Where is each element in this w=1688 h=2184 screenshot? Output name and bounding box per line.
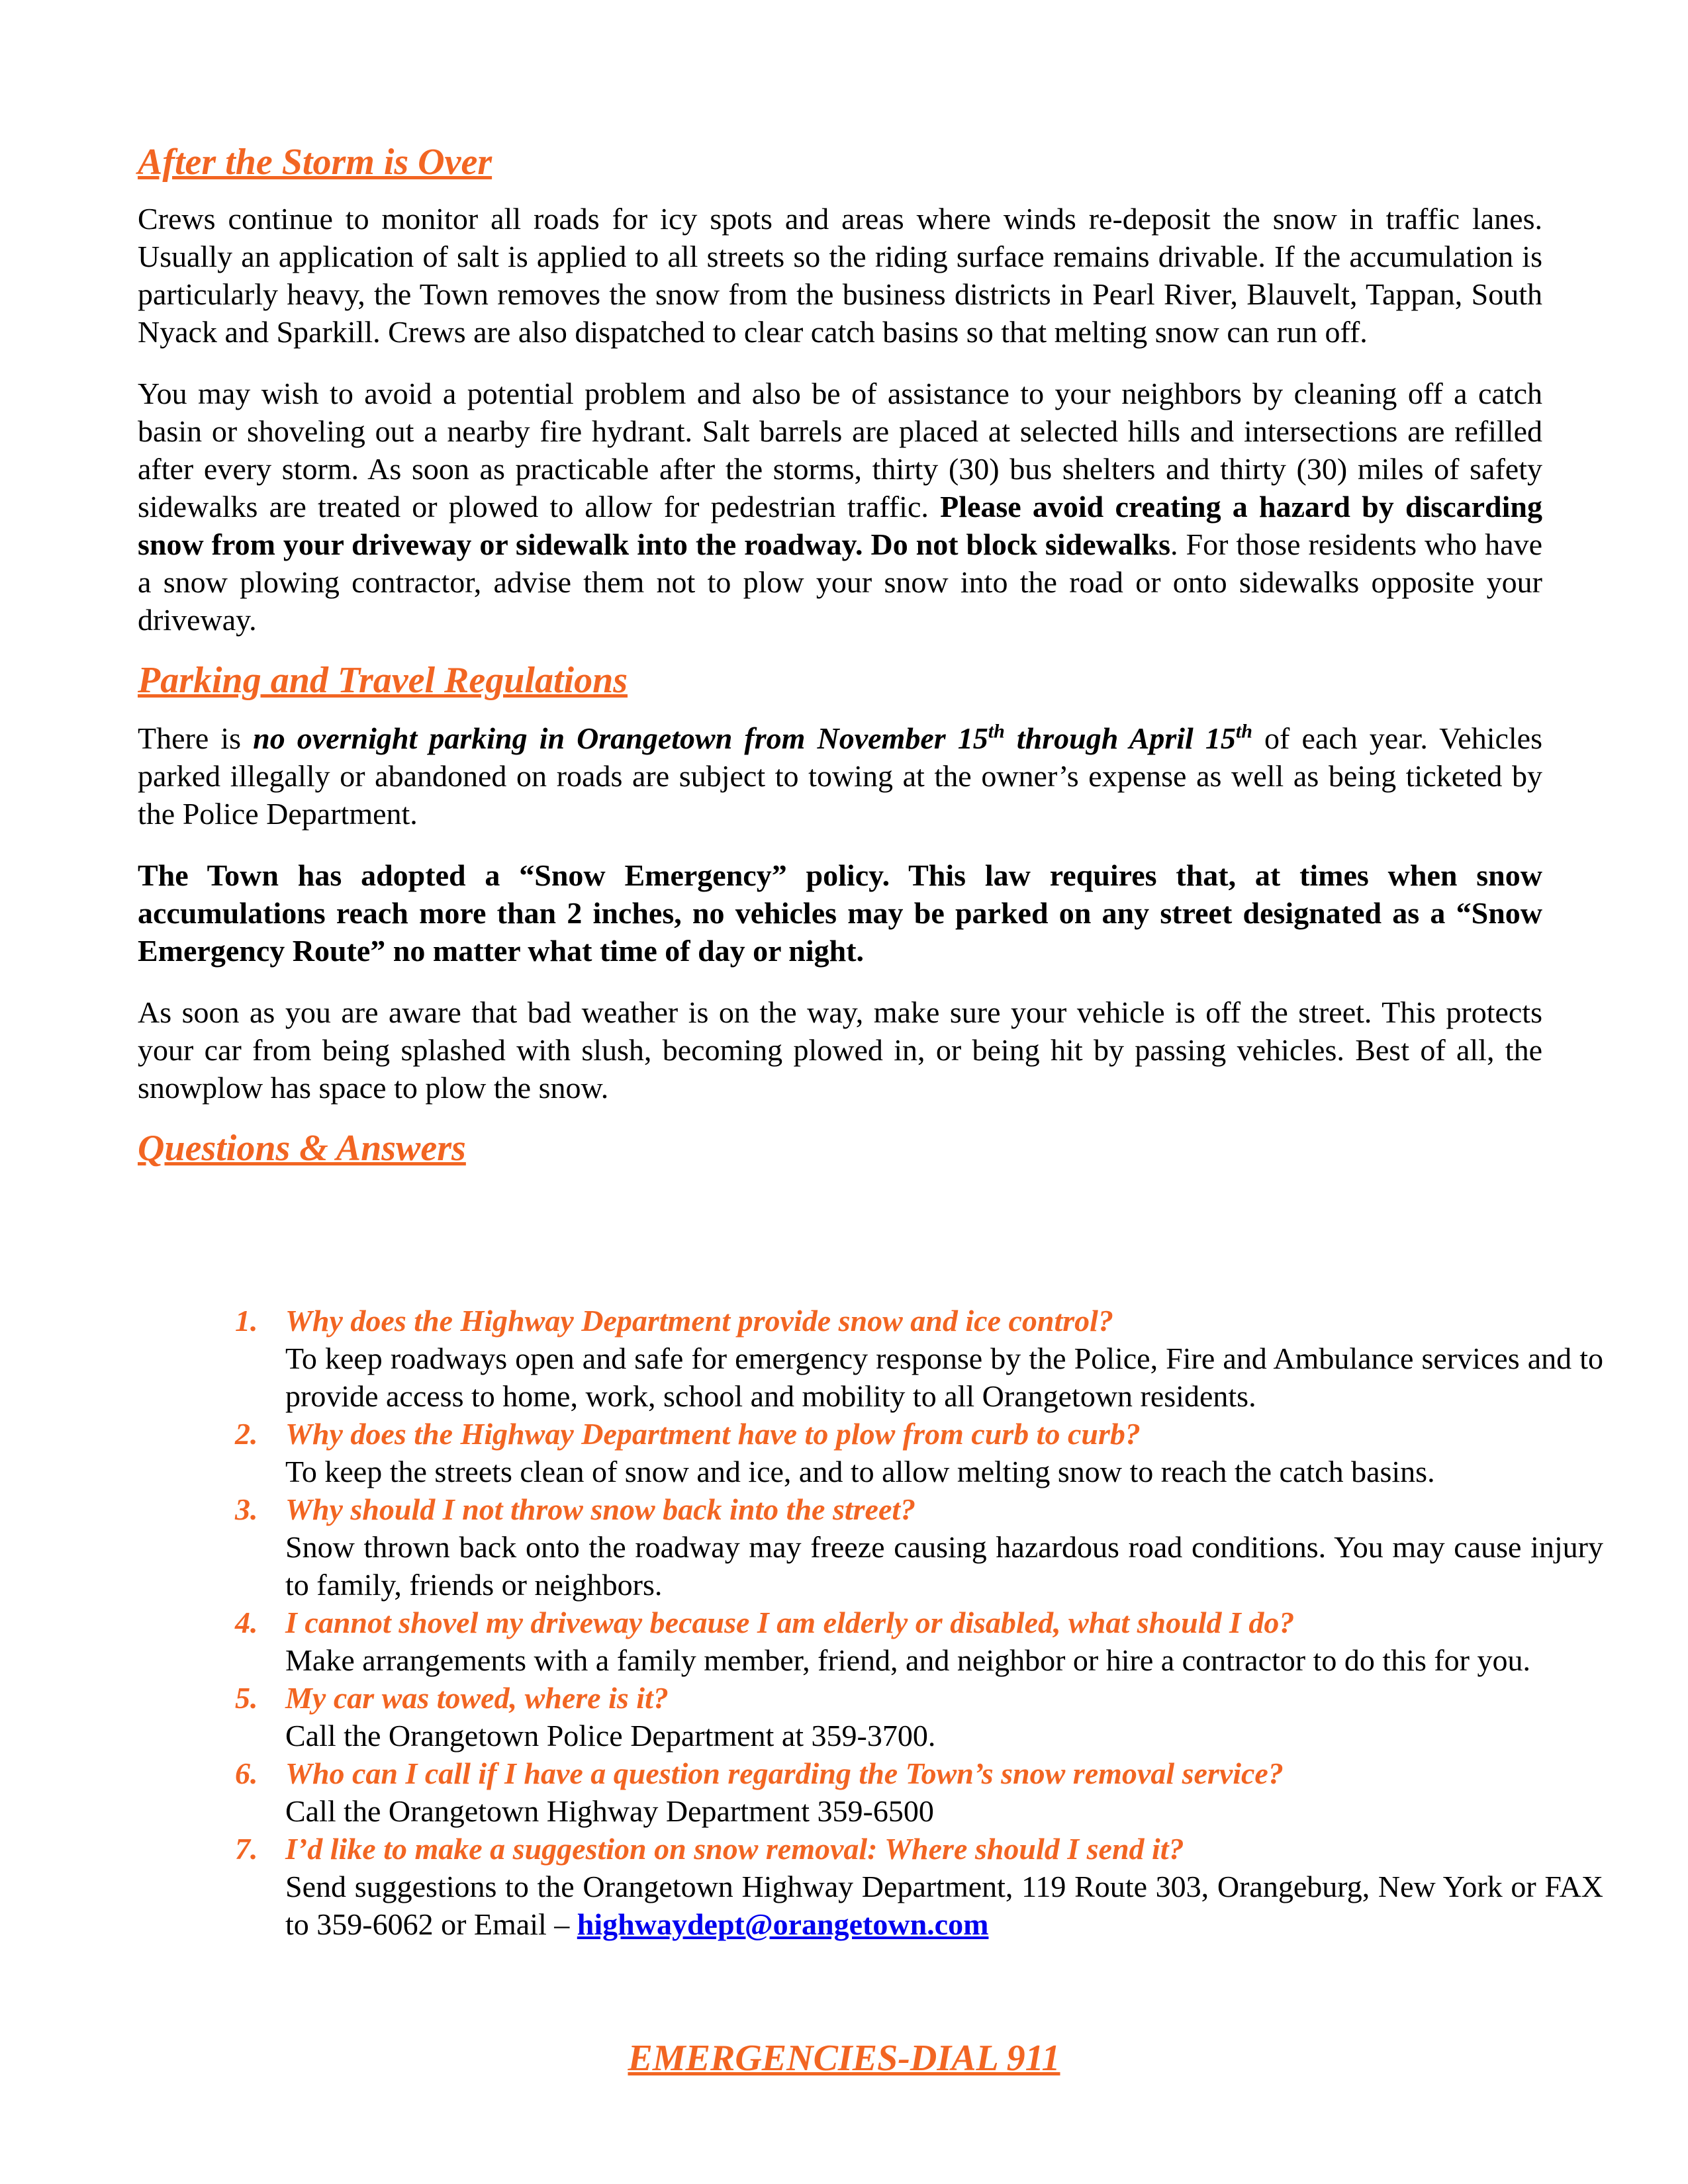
qa-question: Why should I not throw snow back into the street?	[285, 1492, 916, 1526]
list-item	[235, 1830, 1603, 1943]
qa-answer-text: Send suggestions to the Orangetown Highway Department, 119 Route 303, Orangeburg, New York or FAX to 359-6062 or Email –	[285, 1870, 1603, 1941]
heading-parking: Parking and Travel Regulations	[138, 660, 628, 701]
list-item	[235, 1415, 1603, 1490]
parking-p1-start: There is	[138, 721, 254, 755]
qa-question: My car was towed, where is it?	[285, 1681, 669, 1715]
list-item	[235, 1604, 1603, 1679]
qa-answer: To keep the streets clean of snow and ice, and to allow melting snow to reach the catch basins.	[285, 1455, 1435, 1488]
after-storm-p2-tail: . For those residents who have a snow plowing contractor, advise them not to plow your snow into the road or onto sidewalks opposite your driveway.	[138, 527, 1542, 637]
qa-number: 6.	[235, 1756, 258, 1790]
qa-number: 4.	[235, 1606, 258, 1639]
emergency-notice: EMERGENCIES-DIAL 911	[628, 2038, 1060, 2079]
after-storm-paragraph-1: Crews continue to monitor all roads for icy spots and areas where winds re-deposit the snow in traffic lanes. Usually an application of salt is applied to all streets so the riding surface remains drivable. If the accumulation is particularly heavy, the Town removes the snow from the business districts in Pearl River, Blauvelt, Tappan, South Nyack and Sparkill. Crews are also dispatched to clear catch basins so that melting snow can run off.	[138, 202, 1542, 349]
page-body	[138, 139, 1542, 1171]
parking-p1-end: of each year. Vehicles parked illegally or abandoned on roads are subject to towing at the owner’s expense as well as being ticketed by the Police Department.	[138, 721, 1542, 831]
list-item	[235, 1679, 1603, 1754]
qa-number: 2.	[235, 1417, 258, 1451]
parking-paragraph-1	[138, 719, 1542, 833]
after-storm-paragraph-2	[138, 375, 1542, 639]
parking-p1-emphasis-1: no overnight parking in Orangetown from November 15	[253, 721, 988, 755]
list-item	[235, 1754, 1603, 1830]
heading-qa: Questions & Answers	[138, 1128, 466, 1169]
qa-number: 3.	[235, 1492, 258, 1526]
qa-question: Why does the Highway Department have to plow from curb to curb?	[285, 1417, 1141, 1451]
after-storm-p2-bold: Please avoid creating a hazard by discarding snow from your driveway or sidewalk into the roadway. Do not block sidewalks	[138, 490, 1542, 561]
qa-answer	[285, 1868, 1603, 1943]
qa-answer: To keep roadways open and safe for emergency response by the Police, Fire and Ambulance services and to provide access to home, work, school and mobility to all Orangetown residents.	[285, 1342, 1603, 1413]
parking-p1-superscript-1: th	[988, 720, 1005, 743]
qa-answer: Call the Orangetown Police Department at 359-3700.	[285, 1719, 936, 1752]
heading-after-storm: After the Storm is Over	[138, 142, 492, 183]
qa-question: I cannot shovel my driveway because I am elderly or disabled, what should I do?	[285, 1606, 1295, 1639]
qa-number: 1.	[235, 1304, 258, 1338]
qa-answer: Snow thrown back onto the roadway may freeze causing hazardous road conditions. You may cause injury to family, friends or neighbors.	[285, 1530, 1603, 1602]
parking-p1-emphasis-2: through April 15	[1004, 721, 1236, 755]
qa-answer: Call the Orangetown Highway Department 359-6500	[285, 1794, 934, 1828]
qa-number: 5.	[235, 1681, 258, 1715]
parking-paragraph-2: The Town has adopted a “Snow Emergency” policy. This law requires that, at times when snow accumulations reach more than 2 inches, no vehicles may be parked on any street designated as a “Snow Emergency Route” no matter what time of day or night.	[138, 858, 1542, 968]
after-storm-p2-text: You may wish to avoid a potential problem and also be of assistance to your neighbors by cleaning off a catch basin or shoveling out a nearby fire hydrant. Salt barrels are placed at selected hills and intersections are refilled after every storm. As soon as practicable after the storms, thirty (30) bus shelters and thirty (30) miles of safety sidewalks are treated or plowed to allow for pedestrian traffic.	[138, 377, 1542, 523]
qa-question: Why does the Highway Department provide snow and ice control?	[285, 1304, 1113, 1338]
email-link[interactable]: highwaydept@orangetown.com	[577, 1907, 989, 1941]
qa-list	[235, 1302, 1603, 1943]
list-item	[235, 1302, 1603, 1415]
qa-number: 7.	[235, 1832, 258, 1866]
parking-p1-superscript-2: th	[1235, 720, 1252, 743]
list-item	[235, 1490, 1603, 1604]
qa-answer: Make arrangements with a family member, friend, and neighbor or hire a contractor to do this for you.	[285, 1643, 1530, 1677]
qa-question: Who can I call if I have a question regarding the Town’s snow removal service?	[285, 1756, 1284, 1790]
qa-question: I’d like to make a suggestion on snow removal: Where should I send it?	[285, 1832, 1184, 1866]
parking-paragraph-3: As soon as you are aware that bad weather is on the way, make sure your vehicle is off the street. This protects your car from being splashed with slush, becoming plowed in, or being hit by passing vehicles. Best of all, the snowplow has space to plow the snow.	[138, 995, 1542, 1105]
